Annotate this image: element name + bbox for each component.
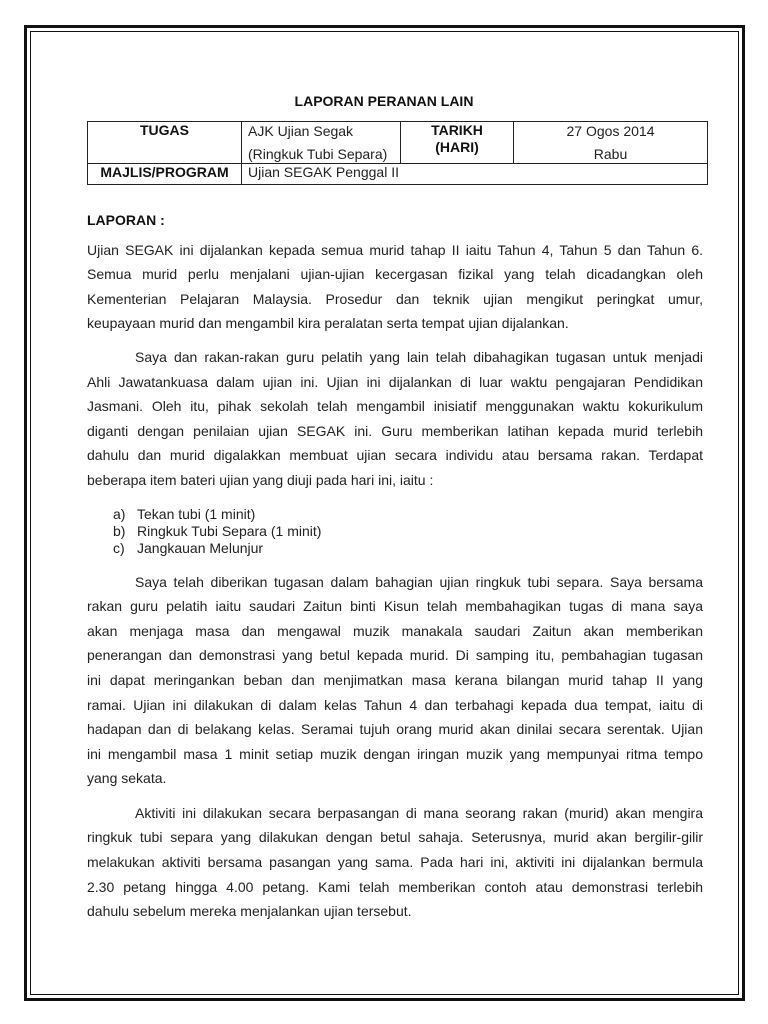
list-item — [87, 506, 703, 523]
task-label-cell — [88, 122, 242, 164]
paragraph-3 — [87, 570, 703, 791]
date-label-cell — [401, 122, 514, 164]
paragraph-2 — [87, 345, 703, 493]
program-value-cell — [242, 164, 708, 185]
paragraph-line: akan menjaga masa dan mengawal muzik manakala saudari Zaitun akan memberikan — [87, 622, 703, 639]
info-table-row-program — [88, 164, 708, 185]
paragraph-line: Ujian SEGAK ini dijalankan kepada semua murid tahap II iaitu Tahun 4, Tahun 5 dan Tahun 6. — [87, 241, 703, 258]
info-table-row-task — [88, 122, 708, 164]
info-table — [87, 121, 708, 185]
paragraph-line: hadapan dan di belakang kelas. Seramai tujuh orang murid akan dinilai secara serentak. Ujian — [87, 721, 703, 738]
list-item — [87, 540, 703, 557]
paragraph-line: penerangan dan demonstrasi yang betul kepada murid. Di samping itu, pembahagian tugasan — [87, 647, 703, 664]
paragraph-line: yang sekata. — [87, 770, 167, 787]
task-value-line: AJK Ujian Segak — [248, 123, 354, 139]
paragraph-line: ramai. Ujian ini dilakukan di dalam kelas Tahun 4 dan terbahagi kepada dua tempat, iaitu di — [87, 696, 703, 713]
paragraph-line: ringkuk tubi separa yang dilakukan dengan betul sahaja. Seterusnya, murid akan bergilir-gilir — [87, 829, 703, 846]
paragraph-line: Jasmani. Oleh itu, pihak sekolah telah mengambil inisiatif menggunakan waktu kokurikulum — [87, 398, 703, 415]
date-value: 27 Ogos 2014 — [566, 123, 655, 139]
report-heading: LAPORAN : — [87, 212, 165, 228]
paragraph-line: ini dapat meringankan beban dan menjimatkan masa kerana bilangan murid tahap II yang — [87, 671, 703, 688]
report-section — [87, 208, 703, 924]
paragraph-line: Semua murid perlu menjalani ujian-ujian kecergasan fizikal yang telah dicadangkan oleh — [87, 266, 703, 283]
date-label: TARIKH — [431, 122, 483, 138]
list-item-text: Jangkauan Melunjur — [137, 539, 264, 556]
paragraph-line: keupayaan murid dan mengambil kira peralatan serta tempat ujian dijalankan. — [87, 315, 569, 332]
paragraph-line: beberapa item bateri ujian yang diuji pada hari ini, iaitu : — [87, 471, 434, 488]
list-marker: a) — [113, 505, 126, 522]
program-label-cell — [88, 164, 242, 185]
task-value-line: (Ringkuk Tubi Separa) — [248, 146, 388, 162]
document-title: LAPORAN PERANAN LAIN — [294, 93, 474, 109]
paragraph-4 — [87, 801, 703, 924]
info-table-body — [88, 122, 708, 185]
paragraph-1 — [87, 238, 703, 336]
test-items-list — [87, 506, 703, 557]
paragraph-line: Ahli Jawatankuasa dalam ujian ini. Ujian ini dijalankan di luar waktu pengajaran Pendidikan — [87, 373, 703, 390]
list-marker: b) — [113, 522, 126, 539]
paragraph-line: 2.30 petang hingga 4.00 petang. Kami telah memberikan contoh atau demonstrasi terlebih — [87, 878, 703, 895]
list-item — [87, 523, 703, 540]
task-value-cell — [242, 122, 401, 164]
paragraph-line: ini mengambil masa 1 minit setiap muzik dengan iringan muzik yang mempunyai ritma tempo — [87, 745, 703, 762]
task-label: TUGAS — [140, 122, 189, 138]
program-value: Ujian SEGAK Penggal II — [248, 164, 399, 180]
day-label: (HARI) — [435, 139, 479, 155]
date-value-cell — [514, 122, 708, 164]
program-label: MAJLIS/PROGRAM — [100, 164, 229, 180]
paragraph-line: Kementerian Pelajaran Malaysia. Prosedur dan teknik ujian mengikut peringkat umur, — [87, 290, 703, 307]
paragraph-line: dahulu sebelum mereka menjalankan ujian tersebut. — [87, 903, 412, 920]
paragraph-line: diganti dengan penilaian ujian SEGAK ini. Guru memberikan latihan kepada murid terlebih — [87, 422, 703, 439]
paragraph-line: rakan guru pelatih iaitu saudari Zaitun binti Kisun telah membahagikan tugas di mana saya — [87, 598, 703, 615]
paragraph-line: Aktiviti ini dilakukan secara berpasangan di mana seorang rakan (murid) akan mengira — [135, 804, 703, 821]
list-item-text: Ringkuk Tubi Separa (1 minit) — [137, 522, 322, 539]
paragraph-line: melakukan aktiviti bersama pasangan yang sama. Pada hari ini, aktiviti ini dijalankan bermula — [87, 854, 703, 871]
paragraph-line: dahulu dan murid digalakkan membuat ujian secara individu atau bersama rakan. Terdapat — [87, 447, 703, 464]
paragraph-line: Saya telah diberikan tugasan dalam bahagian ujian ringkuk tubi separa. Saya bersama — [135, 573, 703, 590]
day-value: Rabu — [593, 146, 628, 162]
paragraph-line: Saya dan rakan-rakan guru pelatih yang lain telah dibahagikan tugasan untuk menjadi — [135, 348, 703, 365]
list-marker: c) — [113, 539, 125, 556]
list-item-text: Tekan tubi (1 minit) — [137, 505, 256, 522]
